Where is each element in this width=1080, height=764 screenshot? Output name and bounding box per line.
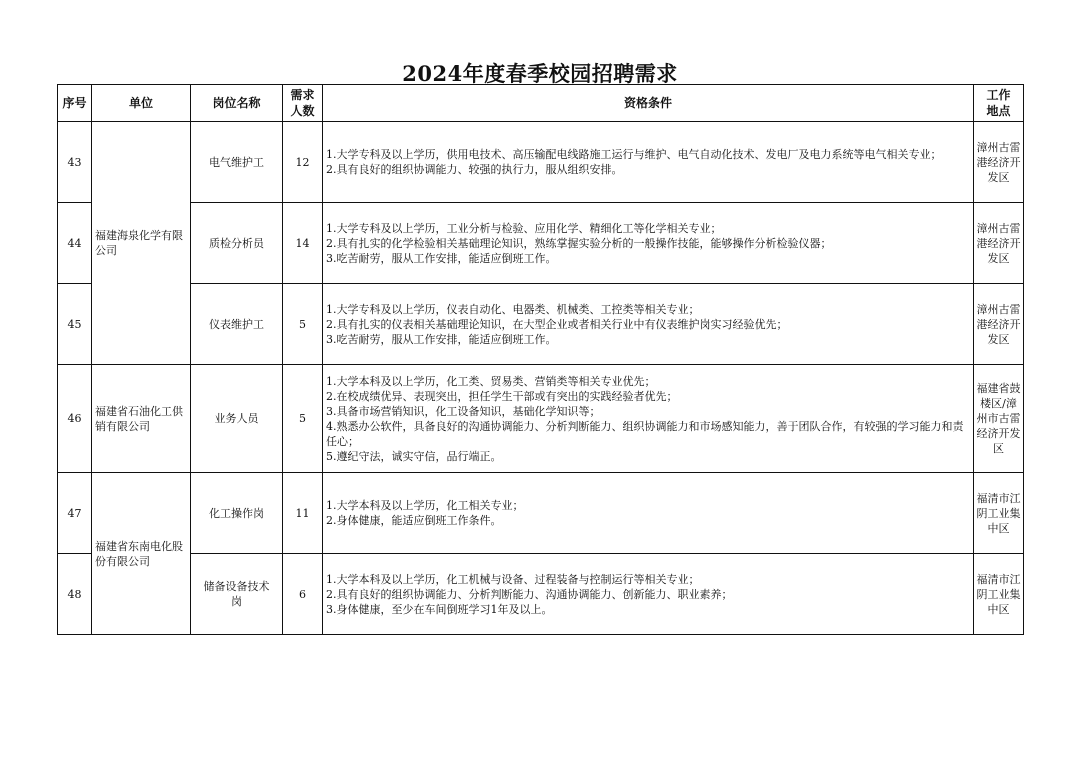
requirement-line: 1.大学专科及以上学历，供用电技术、高压输配电线路施工运行与维护、电气自动化技术、发电厂及电力系统等电气相关专业； <box>326 148 942 161</box>
table-row <box>58 203 1024 284</box>
row-seq: 44 <box>58 203 92 284</box>
requirement-line: 2.在校成绩优异、表现突出，担任学生干部或有突出的实践经验者优先； <box>326 389 678 403</box>
header-position: 岗位名称 <box>191 85 283 122</box>
row-seq: 48 <box>58 554 92 635</box>
row-position-label: 储备设备技术岗 <box>203 580 270 608</box>
header-seq: 序号 <box>58 85 92 122</box>
header-count-label: 需求人数 <box>290 88 315 118</box>
row-location: 福建省鼓楼区/漳州市古雷经济开发区 <box>974 365 1024 473</box>
row-count: 6 <box>283 554 323 635</box>
row-position: 业务人员 <box>191 365 283 473</box>
requirement-line: 3.吃苦耐劳，服从工作安排，能适应倒班工作。 <box>326 332 557 346</box>
requirement-line: 1.大学专科及以上学历，工业分析与检验、应用化学、精细化工等化学相关专业； <box>326 221 722 235</box>
table-row <box>58 122 1024 203</box>
row-requirements <box>323 122 974 203</box>
row-position: 质检分析员 <box>191 203 283 284</box>
header-location <box>974 85 1024 122</box>
table-header-row <box>58 85 1024 122</box>
table-row <box>58 473 1024 554</box>
row-seq: 43 <box>58 122 92 203</box>
row-unit: 福建省石油化工供销有限公司 <box>92 365 191 473</box>
row-location: 福清市江阴工业集中区 <box>974 473 1024 554</box>
page-title: 2024年度春季校园招聘需求 <box>402 61 678 86</box>
requirement-line: 4.熟悉办公软件，具备良好的沟通协调能力、分析判断能力、组织协调能力和市场感知能力，善于团队合作，有较强的学习能力和责任心； <box>326 419 964 448</box>
requirement-line: 1.大学本科及以上学历，化工机械与设备、过程装备与控制运行等相关专业； <box>326 572 700 586</box>
table-row <box>58 365 1024 473</box>
requirement-line: 2.具有扎实的化学检验相关基础理论知识，熟练掌握实验分析的一般操作技能，能够操作分析检验仪器； <box>326 236 832 250</box>
row-seq: 46 <box>58 365 92 473</box>
requirement-line: 3.身体健康，至少在车间倒班学习1年及以上。 <box>326 602 553 616</box>
row-location: 漳州古雷港经济开发区 <box>974 122 1024 203</box>
table-row <box>58 554 1024 635</box>
row-requirements <box>323 365 974 473</box>
requirement-line: 1.大学专科及以上学历，仪表自动化、电器类、机械类、工控类等相关专业； <box>326 302 700 316</box>
requirement-line: 5.遵纪守法，诚实守信，品行端正。 <box>326 449 502 463</box>
row-count: 11 <box>283 473 323 554</box>
row-seq: 47 <box>58 473 92 554</box>
row-unit: 福建省东南电化股份有限公司 <box>92 473 191 635</box>
row-requirements <box>323 473 974 554</box>
requirement-line: 1.大学本科及以上学历，化工类、贸易类、营销类等相关专业优先； <box>326 374 656 388</box>
row-count: 5 <box>283 365 323 473</box>
requirement-line: 3.具备市场营销知识，化工设备知识，基础化学知识等； <box>326 404 601 418</box>
row-position <box>191 554 283 635</box>
row-location: 漳州古雷港经济开发区 <box>974 203 1024 284</box>
row-count: 5 <box>283 284 323 365</box>
header-count <box>283 85 323 122</box>
row-location: 漳州古雷港经济开发区 <box>974 284 1024 365</box>
row-requirements <box>323 203 974 284</box>
row-location: 福清市江阴工业集中区 <box>974 554 1024 635</box>
requirement-line: 1.大学本科及以上学历，化工相关专业； <box>326 499 524 512</box>
requirement-line: 2.具有扎实的仪表相关基础理论知识，在大型企业或者相关行业中有仪表维护岗实习经验优先； <box>326 317 788 331</box>
header-requirements: 资格条件 <box>323 85 974 122</box>
recruitment-table <box>57 84 1024 635</box>
requirement-line: 2.身体健康，能适应倒班工作条件。 <box>326 514 502 527</box>
row-position: 电气维护工 <box>191 122 283 203</box>
row-position: 化工操作岗 <box>191 473 283 554</box>
header-unit: 单位 <box>92 85 191 122</box>
requirement-line: 2.具有良好的组织协调能力、分析判断能力、沟通协调能力、创新能力、职业素养； <box>326 587 733 601</box>
header-location-label: 工作地点 <box>986 88 1011 118</box>
row-requirements <box>323 284 974 365</box>
row-count: 14 <box>283 203 323 284</box>
row-unit: 福建海泉化学有限公司 <box>92 122 191 365</box>
row-requirements <box>323 554 974 635</box>
row-position: 仪表维护工 <box>191 284 283 365</box>
row-count: 12 <box>283 122 323 203</box>
row-seq: 45 <box>58 284 92 365</box>
requirement-line: 2.具有良好的组织协调能力、较强的执行力，服从组织安排。 <box>326 163 623 176</box>
requirement-line: 3.吃苦耐劳，服从工作安排，能适应倒班工作。 <box>326 251 557 265</box>
table-row <box>58 284 1024 365</box>
